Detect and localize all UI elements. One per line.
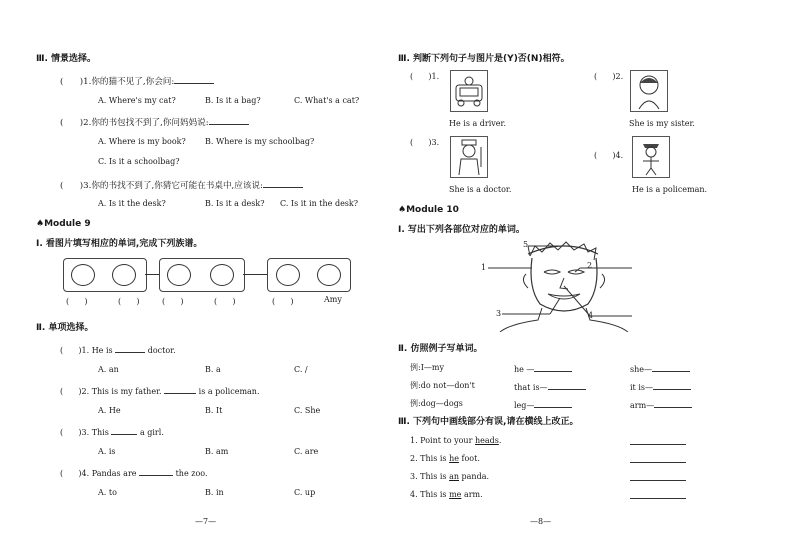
- driver-picture: [450, 70, 488, 112]
- word-item: that is—: [514, 380, 586, 394]
- answer-blank[interactable]: ( ): [66, 297, 88, 306]
- word-item: it is—: [630, 380, 691, 394]
- option-c: C. are: [294, 447, 319, 456]
- option-c: C. /: [294, 365, 308, 374]
- judge-item: ( )3.: [410, 138, 440, 147]
- word-item: arm—: [630, 398, 692, 412]
- judge-item: ( )2.: [594, 72, 624, 81]
- option-c: C. She: [294, 406, 321, 415]
- tree-connector: [243, 274, 267, 275]
- grandma-face-icon: [167, 264, 191, 286]
- question-item: ( )3. This a girl.: [60, 425, 164, 439]
- answer-blank[interactable]: ( ): [272, 297, 294, 306]
- section-title: Ⅰ. 看图片填写相应的单词,完成下列族谱。: [36, 239, 203, 249]
- answer-line[interactable]: [630, 462, 686, 463]
- amy-label: Amy: [324, 295, 342, 304]
- option-a: A. to: [98, 488, 117, 497]
- caption: He is a driver.: [449, 119, 507, 128]
- option-a: A. Where is my book?: [98, 137, 186, 146]
- option-a: A. Where's my cat?: [98, 96, 176, 105]
- option-a: A. is: [98, 447, 116, 456]
- face-diagram: [480, 238, 650, 332]
- answer-line[interactable]: [630, 498, 686, 499]
- answer-blank[interactable]: ( ): [118, 297, 140, 306]
- answer-blank[interactable]: ( ): [214, 297, 236, 306]
- section-title: Ⅰ. 写出下列各部位对应的单词。: [398, 225, 525, 235]
- question-item: ( )2. This is my father. is a policeman.: [60, 384, 260, 398]
- section-title: Ⅲ. 下列句中画线部分有误,请在横线上改正。: [398, 417, 579, 427]
- page-number: —8—: [530, 517, 552, 526]
- answer-line[interactable]: [630, 480, 686, 481]
- question-item: ( )3.你的书找不到了,你猜它可能在书桌中,应该说:: [60, 178, 303, 192]
- option-b: B. in: [205, 488, 224, 497]
- grandparents-box: [63, 258, 147, 292]
- option-b: B. a: [205, 365, 221, 374]
- module-title: ♠Module 9: [36, 219, 91, 229]
- section-title: Ⅱ. 仿照例子写单词。: [398, 344, 483, 354]
- section-title: Ⅲ. 情景选择。: [36, 54, 97, 64]
- label-2: 2: [587, 261, 593, 270]
- example: 例:do not—don't: [410, 381, 475, 390]
- correction-item: 1. Point to your heads.: [410, 436, 502, 445]
- question-item: ( )4. Pandas are the zoo.: [60, 466, 208, 480]
- example: 例:dog—dogs: [410, 399, 463, 408]
- boy-face-icon: [276, 264, 300, 286]
- correction-item: 3. This is an panda.: [410, 472, 490, 481]
- judge-item: ( )4.: [594, 151, 624, 160]
- policeman-icon: [633, 137, 669, 177]
- grandma-face-icon: [112, 264, 136, 286]
- example: 例:I—my: [410, 363, 444, 372]
- doctor-picture: [450, 136, 488, 178]
- judge-item: ( )1.: [410, 72, 440, 81]
- option-b: B. am: [205, 447, 229, 456]
- correction-item: 4. This is me arm.: [410, 490, 483, 499]
- question-item: ( )1. He is doctor.: [60, 343, 176, 357]
- section-title: Ⅱ. 单项选择。: [36, 323, 94, 333]
- option-c: C. Is it in the desk?: [280, 199, 359, 208]
- word-item: he —: [514, 362, 572, 376]
- label-3: 3: [496, 309, 502, 318]
- option-c: C. What's a cat?: [294, 96, 360, 105]
- car-icon: [451, 71, 487, 111]
- option-b: B. Where is my schoolbag?: [205, 137, 315, 146]
- answer-blank[interactable]: ( ): [162, 297, 184, 306]
- caption: He is a policeman.: [632, 185, 708, 194]
- page-number: —7—: [195, 517, 217, 526]
- girl-icon: [631, 71, 667, 111]
- grandpa-face-icon: [71, 264, 95, 286]
- caption: She is my sister.: [629, 119, 695, 128]
- children-box: [267, 258, 351, 292]
- option-a: A. an: [98, 365, 119, 374]
- correction-item: 2. This is he foot.: [410, 454, 480, 463]
- policeman-picture: [632, 136, 670, 178]
- option-a: A. Is it the desk?: [98, 199, 166, 208]
- option-c: C. up: [294, 488, 316, 497]
- option-b: B. Is it a bag?: [205, 96, 261, 105]
- girl-face-icon: [317, 264, 341, 286]
- option-b: B. Is it a desk?: [205, 199, 265, 208]
- module-title: ♠Module 10: [398, 205, 459, 215]
- label-5: 5: [523, 240, 529, 249]
- question-item: ( )1.你的猫不见了,你会问:: [60, 74, 214, 88]
- word-item: leg—: [514, 398, 572, 412]
- option-c: C. Is it a schoolbag?: [98, 157, 180, 166]
- option-a: A. He: [98, 406, 121, 415]
- caption: She is a doctor.: [449, 185, 512, 194]
- question-item: ( )2.你的书包找不到了,你问妈妈说:: [60, 115, 249, 129]
- label-1: 1: [481, 263, 487, 272]
- option-b: B. It: [205, 406, 223, 415]
- tree-connector: [145, 274, 159, 275]
- label-4: 4: [588, 311, 594, 320]
- grandparents-box-2: [159, 258, 245, 292]
- doctor-icon: [451, 137, 487, 177]
- grandpa-face-icon: [210, 264, 234, 286]
- sister-picture: [630, 70, 668, 112]
- section-title: Ⅲ. 判断下列句子与图片是(Y)否(N)相符。: [398, 54, 570, 64]
- answer-line[interactable]: [630, 444, 686, 445]
- word-item: she—: [630, 362, 690, 376]
